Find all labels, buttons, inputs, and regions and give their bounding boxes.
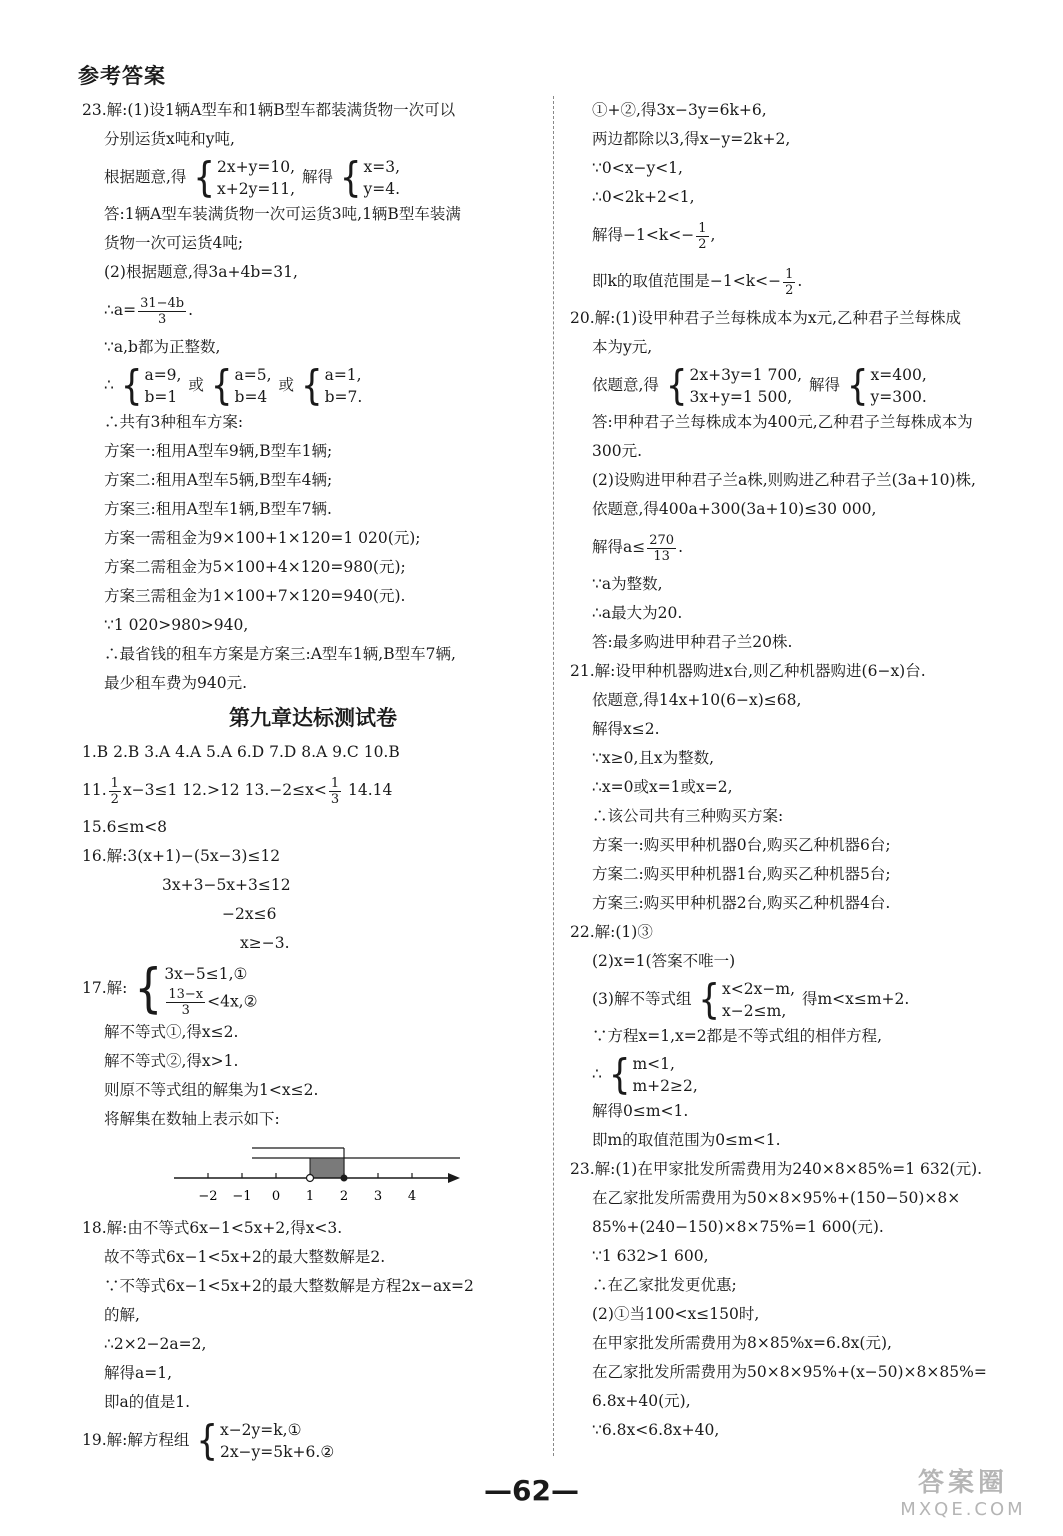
q20-line: 依题意,得400a+300(3a+10)≤30 000,	[592, 500, 877, 518]
q18-line: 的解,	[104, 1306, 140, 1324]
fraction	[109, 776, 121, 807]
q16-line: −2x≤6	[222, 905, 277, 923]
column-divider	[553, 96, 554, 1456]
denominator: 3	[181, 1002, 190, 1018]
inequality: x<2x−m,	[722, 980, 795, 998]
fraction	[696, 221, 708, 252]
tick-label: 3	[373, 1189, 383, 1204]
q16-line: 3x+3−5x+3≤12	[162, 876, 291, 894]
equation: x+2y=11,	[217, 180, 295, 198]
q22-line: 22.解:(1)③	[570, 923, 653, 941]
q19-line: 两边都除以3,得x−y=2k+2,	[592, 130, 791, 148]
q20-system-line	[570, 362, 1018, 408]
inequality: m<1,	[632, 1055, 675, 1073]
q20-line: (2)设购进甲种君子兰a株,则购进乙种君子兰(3a+10)株,	[592, 471, 976, 489]
q16-line: x≥−3.	[240, 934, 290, 952]
text: 解得	[301, 168, 333, 186]
q16-line: 16.解:3(x+1)−(5x−3)≤12	[82, 847, 281, 865]
inequality-system: { 3x−5≤1,① $\frac{13-x}{3}$ <4x,②	[134, 957, 258, 1019]
q18-line: 解得a=1,	[104, 1364, 173, 1382]
q23-line: 分别运货x吨和y吨,	[104, 130, 235, 148]
answers-line	[82, 767, 544, 813]
q23b-line: ∵6.8x<6.8x+40,	[592, 1421, 720, 1439]
q20-line: ∴a最大为20.	[592, 604, 683, 622]
fraction	[166, 987, 205, 1018]
denominator: 13	[653, 548, 670, 564]
case-system: { a=5, b=4	[210, 362, 272, 410]
q21-line: ∵x≥0,且x为整数,	[592, 749, 715, 767]
text: 根据题意,得	[104, 168, 187, 186]
equation: b=4	[234, 388, 268, 406]
q19-line: ①+②,得3x−3y=6k+6,	[592, 101, 767, 119]
text: ,	[710, 226, 716, 244]
axis-arrow-icon	[448, 1173, 460, 1183]
q19-system-line	[82, 1417, 544, 1463]
inequality-system: { x<2x−m, x−2≤m,	[698, 976, 795, 1024]
q20-line: 本为y元,	[592, 338, 653, 356]
q23b-line: 6.8x+40(元),	[592, 1392, 691, 1410]
q19-line: ∴0<2k+2<1,	[592, 188, 695, 206]
section-title: 第九章达标测试卷	[229, 706, 397, 730]
q23b-line: 85%+(240−150)×8×75%=1 600(元).	[592, 1218, 884, 1236]
denominator: 2	[785, 282, 794, 298]
q23-line: 答:1辆A型车装满货物一次可运货3吨,1辆B型车装满	[104, 205, 461, 223]
text: 或	[278, 376, 294, 394]
equation: a=9,	[144, 366, 182, 384]
equation: y=4.	[363, 180, 401, 198]
left-column	[82, 96, 544, 1463]
q23b-line: ∴在乙家批发更优惠;	[592, 1276, 737, 1294]
text: .	[678, 538, 683, 556]
text: .	[797, 272, 803, 290]
text: 依题意,得	[592, 376, 659, 394]
text: ∴	[104, 376, 114, 394]
q20-line: 答:最多购进甲种君子兰20株.	[592, 633, 793, 651]
q23b-line: 在乙家批发所需费用为50×8×95%+(x−50)×8×85%=	[592, 1363, 987, 1381]
equation: 2x+y=10,	[217, 158, 295, 176]
inequality-system: { m<1, m+2≥2,	[608, 1051, 698, 1099]
open-circle-icon	[307, 1175, 314, 1182]
numerator: 1	[330, 775, 340, 791]
text: 或	[188, 376, 204, 394]
numerator: 1	[785, 266, 794, 282]
tick-label: −2	[198, 1189, 218, 1204]
equation: 2x−y=5k+6.②	[219, 1443, 335, 1461]
numerator: 1	[110, 775, 119, 791]
text: (3)解不等式组	[592, 990, 692, 1008]
q23-line: 最少租车费为940元.	[104, 674, 248, 692]
equation-system: { 2x+y=10, x+2y=11,	[193, 154, 295, 202]
q21-line: 解得x≤2.	[592, 720, 660, 738]
q18-line: 故不等式6x−1<5x+2的最大整数解是2.	[104, 1248, 386, 1266]
q21-line: 21.解:设甲种机器购进x台,则乙种机器购进(6−x)台.	[570, 662, 926, 680]
q22-line: 即m的取值范围为0≤m<1.	[592, 1131, 781, 1149]
q23b-line: ∵1 632>1 600,	[592, 1247, 709, 1265]
watermark-bottom: MXQE.COM	[900, 1499, 1026, 1520]
answers-line: 1.B 2.B 3.A 4.A 5.A 6.D 7.D 8.A 9.C 10.B	[82, 743, 400, 761]
q23-line: 方案二需租金为5×100+4×120=980(元);	[104, 558, 406, 576]
closed-circle-icon	[341, 1175, 348, 1182]
fraction	[138, 296, 186, 327]
q19-line: ∵0<x−y<1,	[592, 159, 683, 177]
equation: y=300.	[870, 388, 927, 406]
q23-line: 货物一次可运货4吨;	[104, 234, 244, 252]
q23-line: ∴共有3种租车方案:	[104, 413, 244, 431]
q21-line: 方案一:购买甲种机器0台,购买乙种机器6台;	[592, 836, 891, 854]
page-header: 参考答案	[78, 64, 166, 88]
q20-line: 答:甲种君子兰每株成本为400元,乙种君子兰每株成本为	[592, 413, 973, 431]
tick-label: 4	[407, 1189, 417, 1204]
q22-system-line	[570, 976, 1018, 1022]
text: ∴	[592, 1065, 602, 1083]
numerator: 270	[649, 532, 675, 548]
equation-system: { x−2y=k,① 2x−y=5k+6.②	[196, 1417, 335, 1465]
text: ∴a=	[104, 301, 137, 319]
q23-line: 23.解:(1)设1辆A型车和1辆B型车都装满货物一次可以	[82, 101, 456, 119]
text: x−3≤1 12.>12 13.−2≤x<	[122, 781, 327, 799]
equation-system: { 2x+3y=1 700, 3x+y=1 500,	[665, 362, 803, 410]
watermark-logo	[893, 1462, 1033, 1526]
denominator: 3	[330, 791, 340, 807]
tick-label: −1	[232, 1189, 252, 1204]
q23-cases-line	[82, 362, 544, 408]
q21-line: ∴x=0或x=1或x=2,	[592, 778, 733, 796]
q20-fraction-line	[570, 524, 1018, 570]
equation: x−2y=k,①	[219, 1421, 302, 1439]
q17-system-line	[82, 958, 544, 1018]
text: 17.解:	[82, 979, 128, 997]
fraction	[329, 776, 341, 807]
watermark-top: 答案圈	[917, 1468, 1008, 1498]
q19-fraction-line	[570, 212, 1018, 258]
numerator: 1	[698, 220, 707, 236]
text: 14.14	[343, 781, 393, 799]
q20-line: 300元.	[592, 442, 643, 460]
text: 19.解:解方程组	[82, 1431, 190, 1449]
right-column	[570, 96, 1018, 1445]
equation: a=5,	[234, 366, 272, 384]
q20-line: 20.解:(1)设甲种君子兰每株成本为x元,乙种君子兰每株成	[570, 309, 961, 327]
text: 得m<x≤m+2.	[801, 990, 910, 1008]
q21-line: 依题意,得14x+10(6−x)≤68,	[592, 691, 802, 709]
q23-line: 方案三:租用A型车1辆,B型车7辆.	[104, 500, 332, 518]
q22-system-line	[570, 1051, 1018, 1097]
q21-line: ∴该公司共有三种购买方案:	[592, 807, 784, 825]
numerator: 13−x	[168, 986, 204, 1002]
q22-line: ∵方程x=1,x=2都是不等式组的相伴方程,	[592, 1027, 883, 1045]
tick-label: 0	[271, 1189, 281, 1204]
q22-line: 解得0≤m<1.	[592, 1102, 689, 1120]
q23-line: 方案一:租用A型车9辆,B型车1辆;	[104, 442, 333, 460]
case-system: { a=1, b=7.	[300, 362, 363, 410]
equation: a=1,	[324, 366, 362, 384]
text: 解得a≤	[592, 538, 646, 556]
q23-line: ∵a,b都为正整数,	[104, 338, 221, 356]
tick-label: 1	[305, 1189, 315, 1204]
q17-line: 将解集在数轴上表示如下:	[104, 1110, 280, 1128]
q23-line: 方案一需租金为9×100+1×120=1 020(元);	[104, 529, 421, 547]
solution-region	[310, 1158, 344, 1178]
inequality: x−2≤m,	[722, 1002, 787, 1020]
q23-system-line	[82, 154, 544, 200]
text: 11.	[82, 781, 107, 799]
denominator: 3	[157, 311, 167, 327]
solution-system: { x=400, y=300.	[846, 362, 927, 410]
equation: x=400,	[870, 366, 927, 384]
numerator: 31−4b	[140, 295, 185, 311]
q23-line: (2)根据题意,得3a+4b=31,	[104, 263, 298, 281]
q23b-line: (2)①当100<x≤150时,	[592, 1305, 760, 1323]
q18-line: ∵不等式6x−1<5x+2的最大整数解是方程2x−ax=2	[104, 1277, 474, 1295]
q23b-line: 在甲家批发所需费用为8×85%x=6.8x(元),	[592, 1334, 892, 1352]
denominator: 2	[698, 236, 707, 252]
fraction	[783, 267, 795, 298]
q18-line: ∴2×2−2a=2,	[104, 1335, 207, 1353]
q23-line: ∵1 020>980>940,	[104, 616, 249, 634]
text: <4x,②	[207, 992, 258, 1010]
inequality	[164, 987, 257, 1018]
q23b-line: 23.解:(1)在甲家批发所需费用为240×8×85%=1 632(元).	[570, 1160, 983, 1178]
text: 即k的取值范围是−1<k<−	[592, 272, 782, 290]
q19-fraction-line	[570, 258, 1018, 304]
number-line	[82, 1136, 544, 1214]
answers-line: 15.6≤m<8	[82, 818, 168, 836]
q17-line: 解不等式①,得x≤2.	[104, 1023, 239, 1041]
q18-line: 即a的值是1.	[104, 1393, 191, 1411]
q23b-line: 在乙家批发所需费用为50×8×95%+(150−50)×8×	[592, 1189, 961, 1207]
q17-line: 则原不等式组的解集为1<x≤2.	[104, 1081, 319, 1099]
q22-line: (2)x=1(答案不唯一)	[592, 952, 736, 970]
text: 解得	[808, 376, 840, 394]
q17-line: 解不等式②,得x>1.	[104, 1052, 239, 1070]
text: 解得−1<k<−	[592, 226, 695, 244]
q21-line: 方案三:购买甲种机器2台,购买乙种机器4台.	[592, 894, 891, 912]
case-system: { a=9, b=1	[120, 362, 182, 410]
inequality: 3x−5≤1,①	[164, 964, 248, 983]
q23-line: ∴最省钱的租车方案是方案三:A型车1辆,B型车7辆,	[104, 645, 456, 663]
equation: 2x+3y=1 700,	[689, 366, 803, 384]
page-number: —62—	[484, 1474, 579, 1507]
equation: x=3,	[363, 158, 401, 176]
inequality: m+2≥2,	[632, 1077, 698, 1095]
text: .	[188, 301, 194, 319]
equation: b=1	[144, 388, 178, 406]
q23-fraction-line	[82, 287, 544, 333]
q23-line: 方案二:租用A型车5辆,B型车4辆;	[104, 471, 333, 489]
equation: b=7.	[324, 388, 363, 406]
solution-system: { x=3, y=4.	[339, 154, 401, 202]
denominator: 2	[110, 791, 119, 807]
q21-line: 方案二:购买甲种机器1台,购买乙种机器5台;	[592, 865, 891, 883]
q18-line: 18.解:由不等式6x−1<5x+2,得x<3.	[82, 1219, 343, 1237]
number-line-svg	[82, 1136, 482, 1214]
fraction	[647, 533, 676, 564]
tick-label: 2	[339, 1189, 349, 1204]
q20-line: ∵a为整数,	[592, 575, 663, 593]
equation: 3x+y=1 500,	[689, 388, 793, 406]
q23-line: 方案三需租金为1×100+7×120=940(元).	[104, 587, 406, 605]
